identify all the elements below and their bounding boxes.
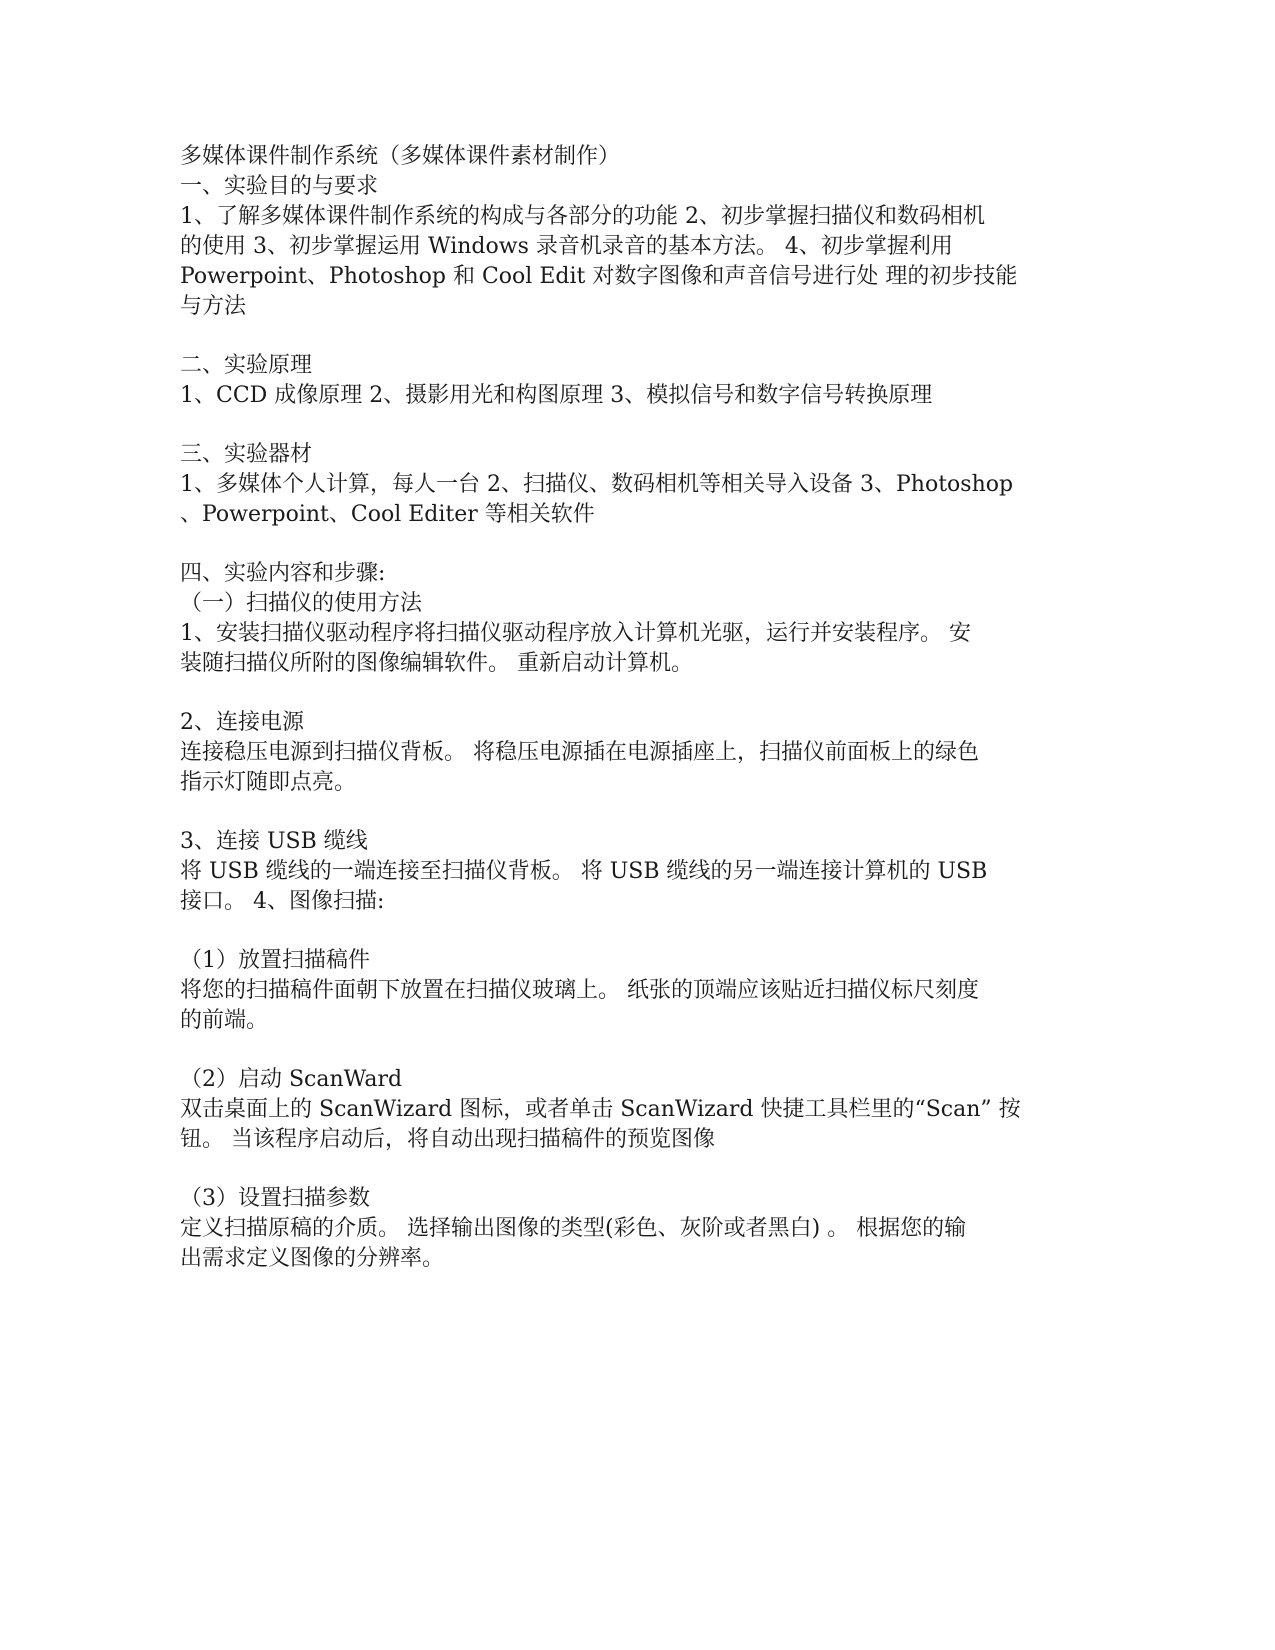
paragraph-spacer	[180, 917, 1060, 946]
paragraph-line: 的使用 3、初步掌握运用 Windows 录音机录音的基本方法。 4、初步掌握利用	[180, 234, 953, 259]
paragraph-spacer	[180, 798, 1060, 827]
paragraph-line: 、Powerpoint、Cool Editer 等相关软件	[180, 502, 595, 527]
substep-heading-launch: （2）启动 ScanWard	[180, 1067, 403, 1092]
paragraph-line: 将您的扫描稿件面朝下放置在扫描仪玻璃上。 纸张的顶端应该贴近扫描仪标尺刻度	[180, 978, 979, 1003]
paragraph-line: 指示灯随即点亮。	[180, 770, 357, 795]
paragraph-spacer	[180, 322, 1060, 351]
section-heading-equipment: 三、实验器材	[180, 442, 313, 467]
paragraph-line: 1、了解多媒体课件制作系统的构成与各部分的功能 2、初步掌握扫描仪和数码相机	[180, 204, 985, 229]
paragraph-spacer	[180, 1155, 1060, 1184]
step-heading-usb: 3、连接 USB 缆线	[180, 829, 368, 854]
paragraph-line: 定义扫描原稿的介质。 选择输出图像的类型(彩色、灰阶或者黑白) 。 根据您的输	[180, 1216, 967, 1241]
paragraph-line: Powerpoint、Photoshop 和 Cool Edit 对数字图像和声音信号进行处 理的初步技能	[180, 264, 1018, 289]
section-heading-objectives: 一、实验目的与要求	[180, 174, 379, 199]
paragraph-line: 钮。 当该程序启动后，将自动出现扫描稿件的预览图像	[180, 1127, 715, 1152]
paragraph-spacer	[180, 679, 1060, 708]
document-title: 多媒体课件制作系统（多媒体课件素材制作）	[180, 144, 621, 169]
section-heading-principles: 二、实验原理	[180, 353, 313, 378]
substep-heading-settings: （3）设置扫描参数	[180, 1186, 370, 1211]
section-heading-procedure: 四、实验内容和步骤:	[180, 561, 386, 586]
step-heading-power: 2、连接电源	[180, 710, 304, 735]
paragraph-spacer	[180, 1036, 1060, 1065]
paragraph-line: 装随扫描仪所附的图像编辑软件。 重新启动计算机。	[180, 651, 693, 676]
subsection-heading-scanner: （一）扫描仪的使用方法	[180, 591, 423, 616]
paragraph-line: 与方法	[180, 294, 247, 319]
paragraph-line: 1、多媒体个人计算，每人一台 2、扫描仪、数码相机等相关导入设备 3、Photoshop	[180, 472, 1014, 497]
document-body	[180, 142, 1060, 1274]
paragraph-spacer	[180, 530, 1060, 559]
paragraph-line: 1、CCD 成像原理 2、摄影用光和构图原理 3、模拟信号和数字信号转换原理	[180, 383, 933, 408]
paragraph-line: 连接稳压电源到扫描仪背板。 将稳压电源插在电源插座上，扫描仪前面板上的绿色	[180, 740, 979, 765]
paragraph-line: 出需求定义图像的分辨率。	[180, 1246, 445, 1271]
paragraph-spacer	[180, 411, 1060, 440]
paragraph-line: 双击桌面上的 ScanWizard 图标，或者单击 ScanWizard 快捷工具栏里的“Scan” 按	[180, 1097, 1021, 1122]
paragraph-line: 将 USB 缆线的一端连接至扫描仪背板。 将 USB 缆线的另一端连接计算机的 USB	[180, 859, 988, 884]
paragraph-line: 接口。 4、图像扫描:	[180, 889, 385, 914]
paragraph-line: 的前端。	[180, 1008, 269, 1033]
substep-heading-place: （1）放置扫描稿件	[180, 948, 370, 973]
paragraph-line: 1、安装扫描仪驱动程序将扫描仪驱动程序放入计算机光驱，运行并安装程序。 安	[180, 621, 971, 646]
